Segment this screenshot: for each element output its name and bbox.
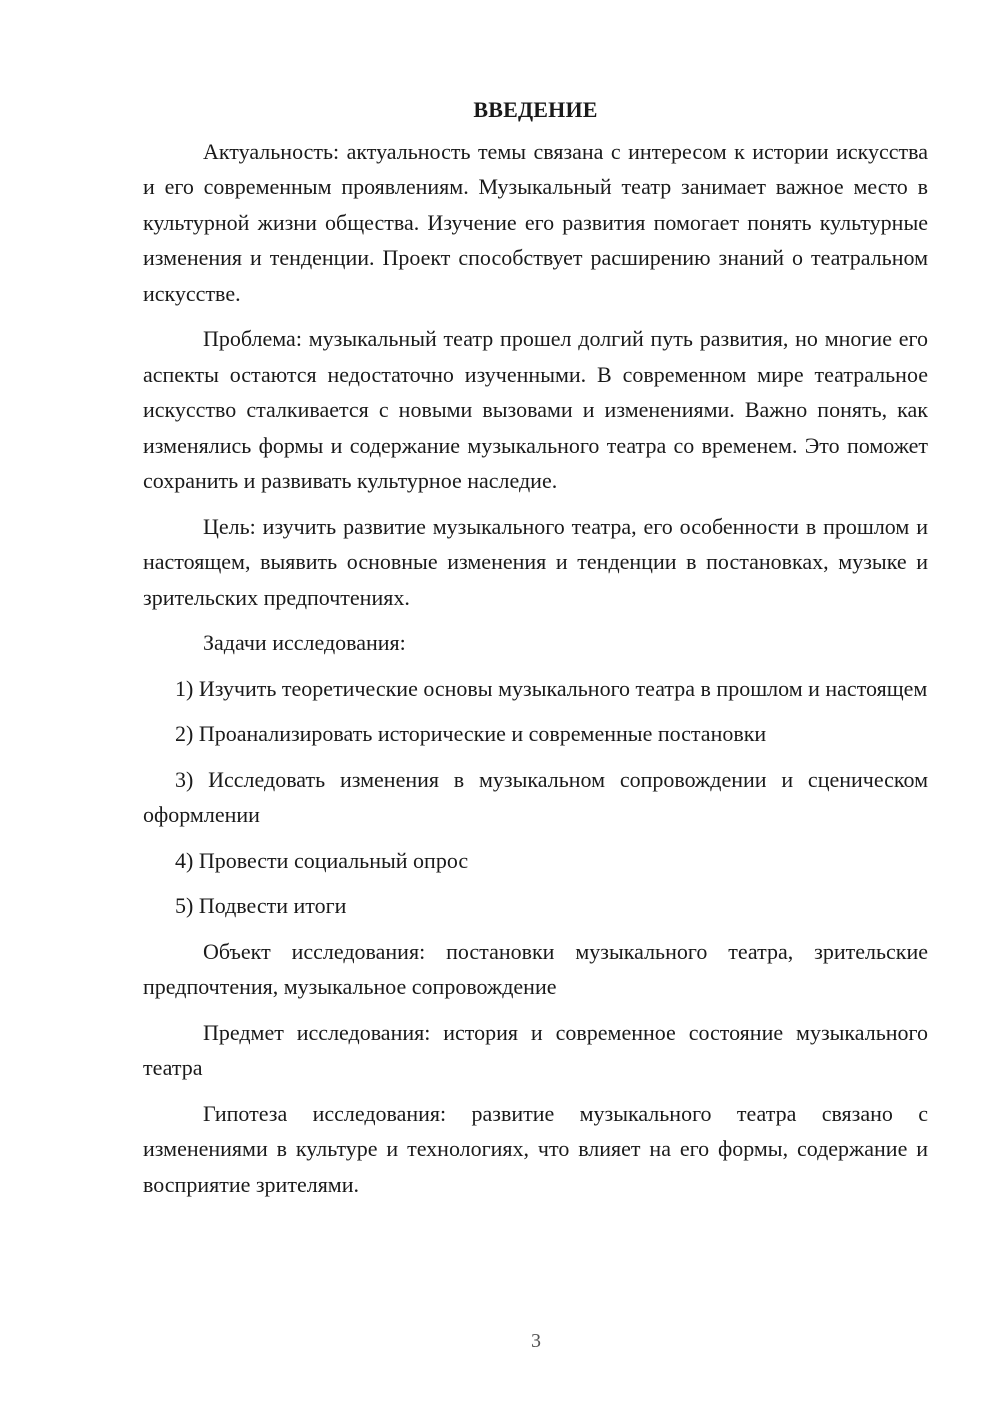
task-item: 4) Провести социальный опрос <box>175 847 469 873</box>
relevance-paragraph: Актуальность: актуальность темы связана с интересом к истории искусства и его современным проявлениям. Музыкальный театр занимает важное место в культурной жизни общества. Изучение его развития помогает понять культурные изменения и тенденции. Проект способствует расширению знаний о театральном искусстве. <box>143 138 928 306</box>
task-item: 5) Подвести итоги <box>175 893 347 918</box>
document-page <box>143 92 928 1212</box>
problem-paragraph: Проблема: музыкальный театр прошел долгий путь развития, но многие его аспекты остаются недостаточно изученными. В современном мире театральное искусство сталкивается с новыми вызовами и изменениями. Важно понять, как изменялись формы и содержание музыкального театра со временем. Это поможет сохранить и развивать культурное наследие. <box>143 326 928 493</box>
task-item: 2) Проанализировать исторические и современные постановки <box>175 721 767 746</box>
tasks-heading: Задачи исследования: <box>203 630 406 655</box>
object-paragraph: Объект исследования: постановки музыкального театра, зрительские предпочтения, музыкальное сопровождение <box>143 938 928 999</box>
goal-paragraph: Цель: изучить развитие музыкального театра, его особенности в прошлом и настоящем, выявить основные изменения и тенденции в постановках, музыке и зрительских предпочтениях. <box>143 513 928 610</box>
hypothesis-paragraph: Гипотеза исследования: развитие музыкального театра связано с изменениями в культуре и технологиях, что влияет на его формы, содержание и восприятие зрителями. <box>143 1100 928 1197</box>
task-item: 1) Изучить теоретические основы музыкального театра в прошлом и настоящем <box>175 675 928 701</box>
page-number: 3 <box>531 1330 541 1352</box>
subject-paragraph: Предмет исследования: история и современное состояние музыкального театра <box>143 1019 928 1080</box>
page-title: ВВЕДЕНИЕ <box>473 97 598 122</box>
task-item: 3) Исследовать изменения в музыкальном сопровождении и сценическом оформлении <box>143 766 928 827</box>
